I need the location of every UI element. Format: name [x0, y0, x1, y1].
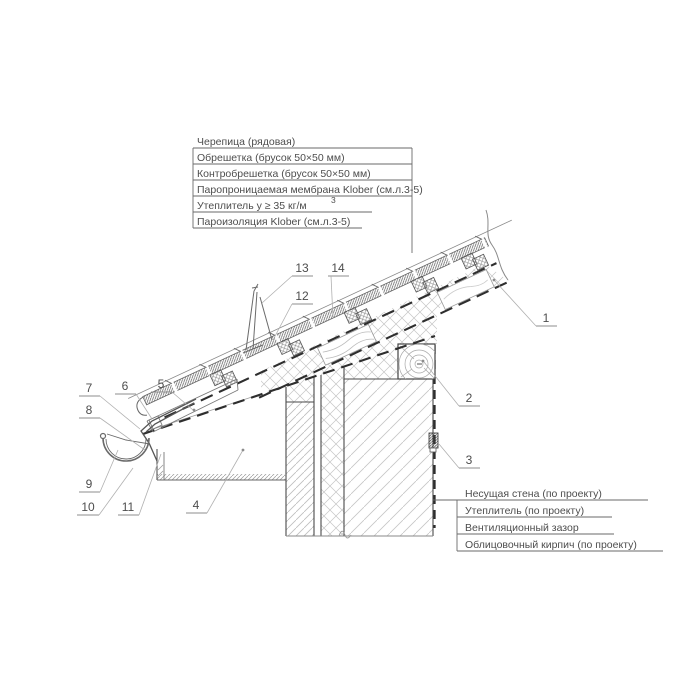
roof-legend-row-3: Контробрешетка (брусок 50×50 мм) [197, 168, 371, 180]
load-bearing-wall [344, 379, 433, 536]
roof-legend-row-2: Обрешетка (брусок 50×50 мм) [197, 152, 345, 164]
callout-11: 11 [121, 500, 135, 514]
roof-legend-row-6: Пароизоляция Klober (см.л.3-5) [197, 216, 351, 228]
callout-13: 13 [295, 261, 309, 275]
gutter-bead [101, 434, 106, 439]
callout-10: 10 [81, 500, 95, 514]
callout-6: 6 [121, 379, 129, 393]
callout-5: 5 [157, 377, 165, 391]
roof-legend-row-5: Утеплитель у ≥ 35 кг/м [197, 200, 307, 212]
wall-legend-row-2: Утеплитель (по проекту) [465, 505, 585, 517]
callout-14: 14 [331, 261, 345, 275]
callout-12: 12 [295, 289, 309, 303]
callout-8: 8 [85, 403, 93, 417]
callout-9: 9 [85, 477, 93, 491]
brick-cladding [286, 402, 314, 536]
roof-legend-table [193, 136, 423, 253]
wall-legend-row-4: Облицовочный кирпич (по проекту) [465, 539, 637, 551]
roof-legend-row-4: Паропроницаемая мембрана Klober (см.л.3-5) [197, 184, 423, 196]
callout-3: 3 [465, 453, 473, 467]
callout-7: 7 [85, 381, 93, 395]
callouts [77, 261, 557, 515]
roof-legend-row-1: Черепица (рядовая) [197, 136, 296, 148]
wall-anchor-bracket [429, 433, 438, 452]
wall-legend-row-1: Несущая стена (по проекту) [465, 488, 602, 500]
drip-edge [141, 399, 196, 461]
callout-1: 1 [542, 311, 550, 325]
mauerlat-beam [398, 344, 439, 384]
gutter [101, 434, 151, 462]
callout-2: 2 [465, 391, 473, 405]
wall-legend-table [433, 488, 663, 551]
wall-legend-row-3: Вентиляционный зазор [465, 522, 579, 534]
callout-4: 4 [192, 498, 200, 512]
roof-legend-row-5-superscript: 3 [331, 195, 336, 205]
